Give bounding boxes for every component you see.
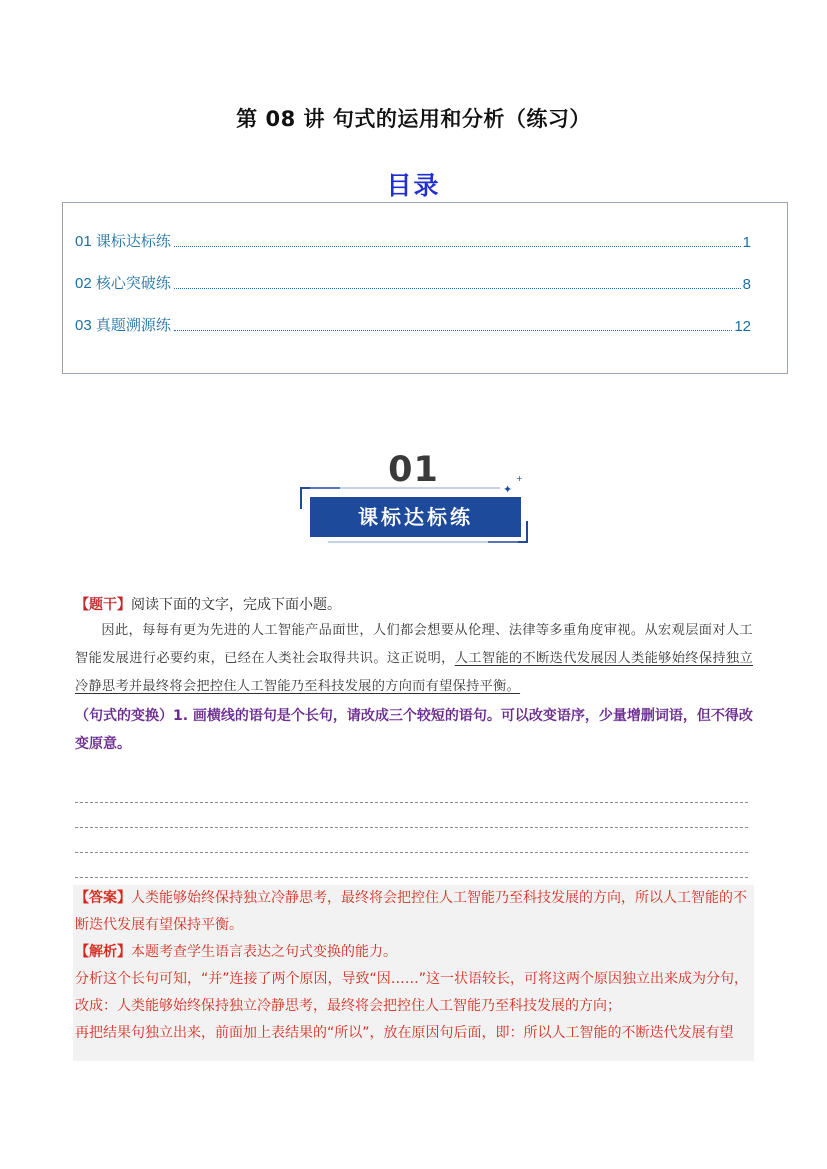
sparkle-icon: + [516, 474, 523, 483]
answer-paragraph [75, 885, 753, 939]
answer-line[interactable] [75, 827, 748, 828]
analysis-line: 分析这个长句可知，“并”连接了两个原因，导致“因……”这一状语较长，可将这两个原因独立出来成为分句， [75, 971, 749, 987]
toc-leader-dots [174, 288, 741, 289]
answer-line[interactable] [75, 802, 748, 803]
answer-text: 人类能够始终保持独立冷静思考，最终将会把控住人工智能乃至科技发展的方向，所以人工智能的不断迭代发展有望保持平衡。 [75, 890, 747, 933]
answer-line[interactable] [75, 877, 748, 878]
document-title: 第 08 讲 句式的运用和分析（练习） [236, 107, 591, 131]
toc-entry-page: 8 [742, 276, 751, 293]
analysis-line: 再把结果句独立出来，前面加上表结果的“所以”，放在原因句后面，即：所以人工智能的不断迭代发展有望 [75, 1025, 734, 1041]
passage-underlined-sentence: 人工智能的不断迭代发展因人类能够始终保持独立冷静思考并最终将会把控住人工智能乃至科技发展的方向而有望保持平衡。 [75, 651, 753, 694]
answer-section [75, 885, 753, 1047]
toc-leader-dots [174, 246, 741, 247]
passage-text: 因此，每每有更为先进的人工智能产品面世，人们都会想要从伦理、法律等多重角度审视。从宏观层面对人工智能发展进行必要约束，已经在人类社会取得共识。这正说明， [75, 623, 753, 666]
question-text: （句式的变换）1. 画横线的语句是个长句，请改成三个较短的语句。可以改变语序，少量增删词语，但不得改变原意。 [75, 708, 753, 752]
toc-entry-1[interactable] [75, 231, 751, 251]
toc-entry-page: 1 [742, 234, 751, 251]
section-badge: 课标达标练 [310, 497, 521, 537]
toc-entry-2[interactable] [75, 273, 751, 293]
toc-entry-label: 01 课标达标练 [75, 233, 171, 250]
section-number: 01 [388, 450, 439, 490]
analysis-line: 改成：人类能够始终保持独立冷静思考，最终将会把控住人工智能乃至科技发展的方向； [75, 998, 621, 1014]
toc-entry-3[interactable] [75, 315, 751, 335]
table-of-contents [62, 202, 788, 374]
question-stem [75, 594, 341, 614]
sparkle-icon: ✦ [503, 483, 513, 496]
stem-tag: 【题干】 [75, 597, 131, 613]
answer-line[interactable] [75, 852, 748, 853]
stem-text: 阅读下面的文字，完成下面小题。 [131, 597, 341, 613]
toc-entry-page: 12 [734, 318, 751, 335]
analysis-tag: 【解析】 [75, 944, 131, 960]
toc-leader-dots [174, 330, 732, 331]
toc-entry-label: 02 核心突破练 [75, 275, 171, 292]
reading-passage [75, 617, 753, 701]
answer-tag: 【答案】 [75, 890, 131, 906]
toc-heading: 目录 [386, 171, 441, 200]
analysis-text: 本题考查学生语言表达之句式变换的能力。 [131, 944, 397, 960]
analysis-paragraph [75, 939, 753, 966]
toc-entry-label: 03 真题溯源练 [75, 317, 171, 334]
